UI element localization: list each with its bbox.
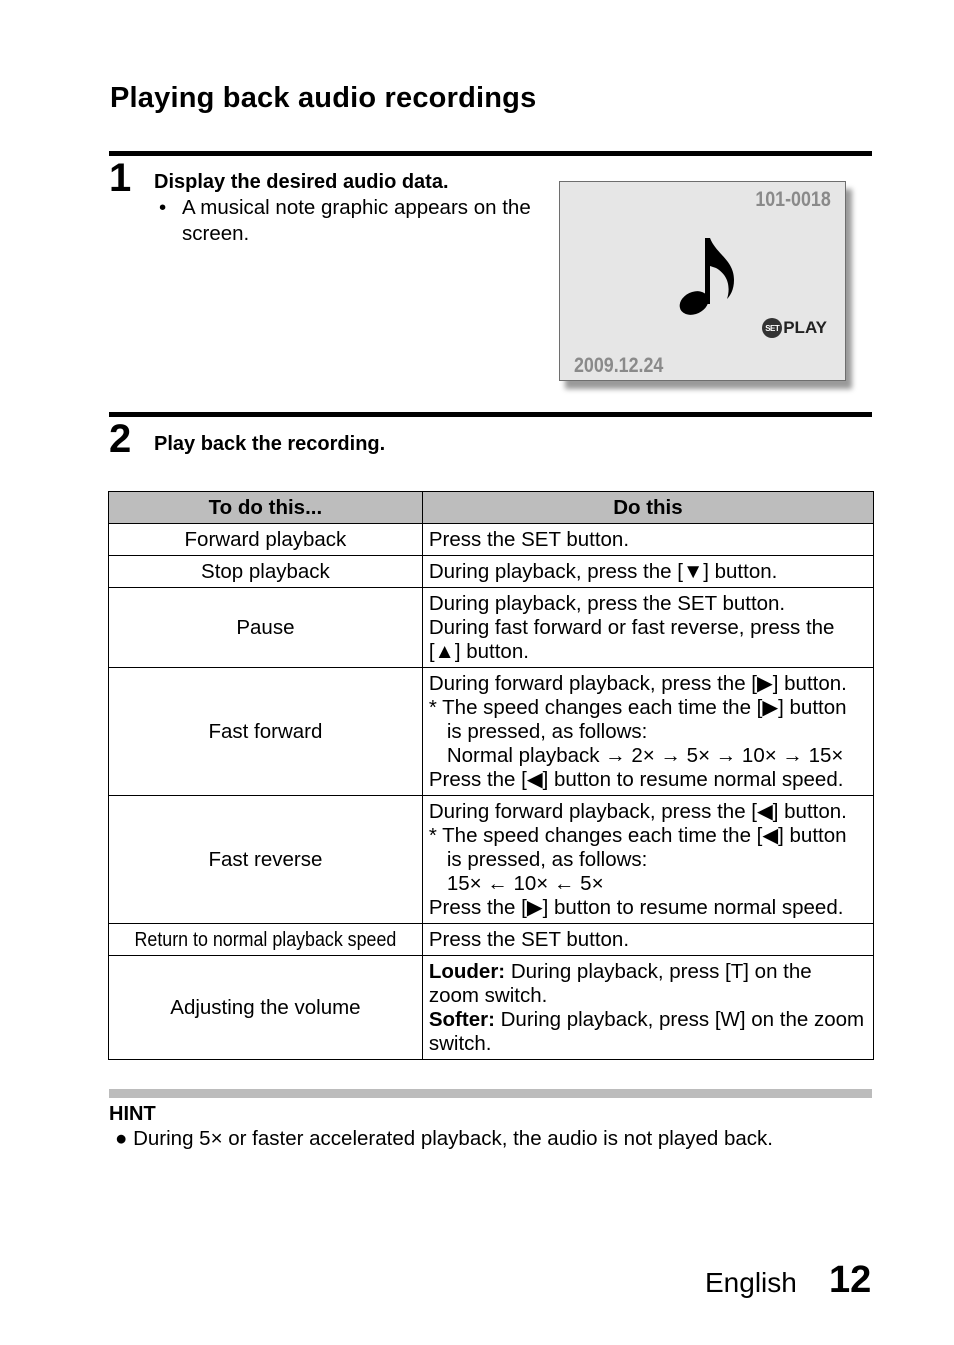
step1-number: 1	[109, 156, 132, 200]
action-cell: Fast forward	[109, 668, 423, 796]
instruction-line	[429, 1008, 867, 1056]
action-cell: Forward playback	[109, 524, 423, 556]
column-header: Do this	[422, 492, 873, 524]
louder-label: Louder:	[428, 959, 506, 983]
louder-text: During playback, press [T] on the zoom switch.	[428, 959, 812, 1007]
table-row	[109, 668, 874, 796]
musical-note-icon	[672, 232, 742, 322]
step1-bullet-text: A musical note graphic appears on the screen.	[182, 196, 531, 245]
hint-heading: HINT	[109, 1103, 156, 1125]
footer-language: English	[705, 1267, 797, 1298]
camera-screen	[559, 181, 846, 381]
instruction-note: * The speed changes each time the [▶] button is pressed, as follows:	[428, 695, 847, 743]
action-cell	[109, 924, 423, 956]
instruction-cell	[422, 588, 873, 668]
table-row	[109, 956, 874, 1060]
table-row	[109, 588, 874, 668]
playback-operations-table	[108, 491, 874, 1060]
instruction-cell	[422, 956, 873, 1060]
file-number: 101-0018	[755, 188, 831, 211]
softer-text: During playback, press [W] on the zoom switch.	[428, 1007, 865, 1055]
recording-date: 2009.12.24	[574, 354, 664, 377]
page-number: 12	[829, 1259, 872, 1301]
step2-heading: Play back the recording.	[154, 433, 386, 455]
action-cell: Fast reverse	[109, 796, 423, 924]
step1-divider	[109, 151, 872, 156]
action-cell: Adjusting the volume	[109, 956, 423, 1060]
instruction-cell	[422, 796, 873, 924]
softer-label: Softer:	[428, 1007, 495, 1031]
action-cell: Pause	[109, 588, 423, 668]
instruction-note: * The speed changes each time the [◀] button is pressed, as follows:	[428, 823, 847, 871]
page-title: Playing back audio recordings	[110, 82, 537, 114]
speed-sequence: Normal playback → 2× → 5× → 10× → 15×	[446, 743, 844, 767]
column-header: To do this...	[109, 492, 423, 524]
instruction-line: During forward playback, press the [▶] button.	[428, 671, 847, 695]
instruction-line: During playback, press the SET button.	[428, 591, 786, 615]
instruction-line	[429, 960, 867, 1008]
instruction-cell: Press the SET button.	[422, 924, 873, 956]
step1-bullet-marker: •	[159, 196, 167, 219]
hint-item	[115, 1127, 773, 1151]
step1-heading: Display the desired audio data.	[154, 171, 449, 193]
instruction-line: Press the [◀] button to resume normal speed.	[428, 767, 844, 791]
instruction-cell	[422, 668, 873, 796]
instruction-cell: During playback, press the [▼] button.	[422, 556, 873, 588]
table-row	[109, 524, 874, 556]
set-button-icon: SET	[762, 318, 782, 338]
action-cell: Stop playback	[109, 556, 423, 588]
play-label: PLAY	[783, 318, 827, 337]
action-label: Return to normal playback speed	[134, 927, 397, 951]
hint-bullet-marker: ●	[115, 1127, 128, 1150]
hint-divider	[109, 1089, 872, 1098]
instruction-line: Press the [▶] button to resume normal speed.	[428, 895, 844, 919]
instruction-cell: Press the SET button.	[422, 524, 873, 556]
instruction-line: During forward playback, press the [◀] button.	[428, 799, 847, 823]
speed-sequence: 15× ← 10× ← 5×	[446, 871, 604, 895]
instruction-line: During fast forward or fast reverse, press the [▲] button.	[428, 615, 835, 663]
table-row	[109, 796, 874, 924]
table-header-row	[109, 492, 874, 524]
table-row	[109, 924, 874, 956]
step2-number: 2	[109, 417, 132, 461]
step2-divider	[109, 412, 872, 417]
hint-text: During 5× or faster accelerated playback, the audio is not played back.	[133, 1127, 773, 1150]
table-row	[109, 556, 874, 588]
set-play-indicator	[762, 318, 827, 338]
